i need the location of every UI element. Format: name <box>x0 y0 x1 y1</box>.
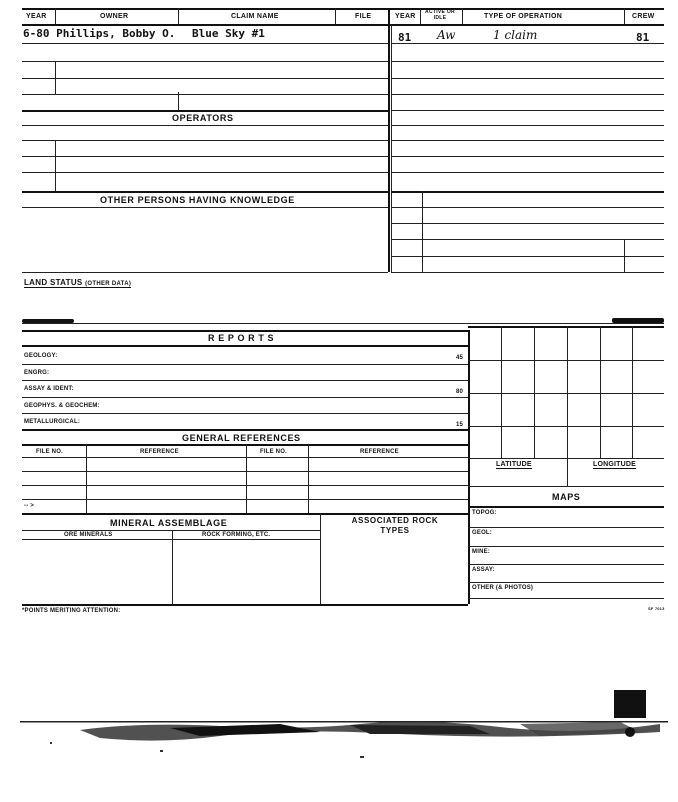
entry-crew: 81 <box>636 31 650 44</box>
points-meriting-attention: *POINTS MERITING ATTENTION: <box>22 608 121 614</box>
other-persons-heading: OTHER PERSONS HAVING KNOWLEDGE <box>100 195 295 205</box>
col-header-crew: CREW <box>632 13 655 20</box>
scan-noise-band <box>20 712 668 762</box>
report-metallurgical: METALLURGICAL: <box>24 419 81 425</box>
ore-minerals-label: ORE MINERALS <box>64 532 113 538</box>
col-header-claim-name: CLAIM NAME <box>231 13 279 20</box>
land-status-label: LAND STATUS <box>24 278 83 287</box>
col-header-year: YEAR <box>26 13 47 20</box>
entry-year-owner: 6-80 Phillips, Bobby O. <box>23 27 176 40</box>
maps-assay: ASSAY: <box>472 567 495 573</box>
report-assay-number: 80 <box>456 389 464 395</box>
entry-claim-name: Blue Sky #1 <box>192 27 265 40</box>
form-code: SF 7013 <box>648 606 665 611</box>
maps-other: OTHER (& PHOTOS) <box>472 585 534 591</box>
associated-rock-types-heading: ASSOCIATED ROCK TYPES <box>351 516 439 535</box>
col-header-owner: OWNER <box>100 13 129 20</box>
reports-heading: R E P O R T S <box>208 333 275 343</box>
ref-col-reference-2: REFERENCE <box>360 449 399 455</box>
report-assay: ASSAY & IDENT: <box>24 386 74 392</box>
longitude-label: LONGITUDE <box>593 461 637 468</box>
land-status <box>24 278 131 288</box>
col-header-file: FILE <box>355 13 372 20</box>
report-metallurgical-number: 15 <box>456 422 464 428</box>
general-references-heading: GENERAL REFERENCES <box>182 433 301 443</box>
col-header-type-of-operation: TYPE OF OPERATION <box>484 13 563 20</box>
report-geophys: GEOPHYS. & GEOCHEM: <box>24 403 100 409</box>
report-geology: GEOLOGY: <box>24 353 58 359</box>
report-geology-number: 45 <box>456 355 464 361</box>
ref-arrow: -- > <box>24 503 34 509</box>
mineral-assemblage-heading: MINERAL ASSEMBLAGE <box>110 518 228 528</box>
maps-heading: MAPS <box>552 492 581 502</box>
entry-year-2: 81 <box>398 31 412 44</box>
col-header-active-idle: ACTIVE OR IDLE <box>425 9 455 21</box>
rock-forming-label: ROCK FORMING, ETC. <box>202 532 271 538</box>
entry-status: Aw <box>437 28 456 42</box>
latitude-label: LATITUDE <box>496 461 532 468</box>
maps-topog: TOPOG: <box>472 510 497 516</box>
maps-geol: GEOL: <box>472 530 492 536</box>
entry-operation: 1 claim <box>493 28 538 42</box>
maps-mine: MINE: <box>472 549 490 555</box>
ref-col-file-no: FILE NO. <box>36 449 63 455</box>
operators-heading: OPERATORS <box>172 113 234 123</box>
ref-col-reference: REFERENCE <box>140 449 179 455</box>
land-status-sublabel: (OTHER DATA) <box>85 281 132 287</box>
ref-col-file-no-2: FILE NO. <box>260 449 287 455</box>
col-header-year-2: YEAR <box>395 13 416 20</box>
report-engrg: ENGRG: <box>24 370 50 376</box>
